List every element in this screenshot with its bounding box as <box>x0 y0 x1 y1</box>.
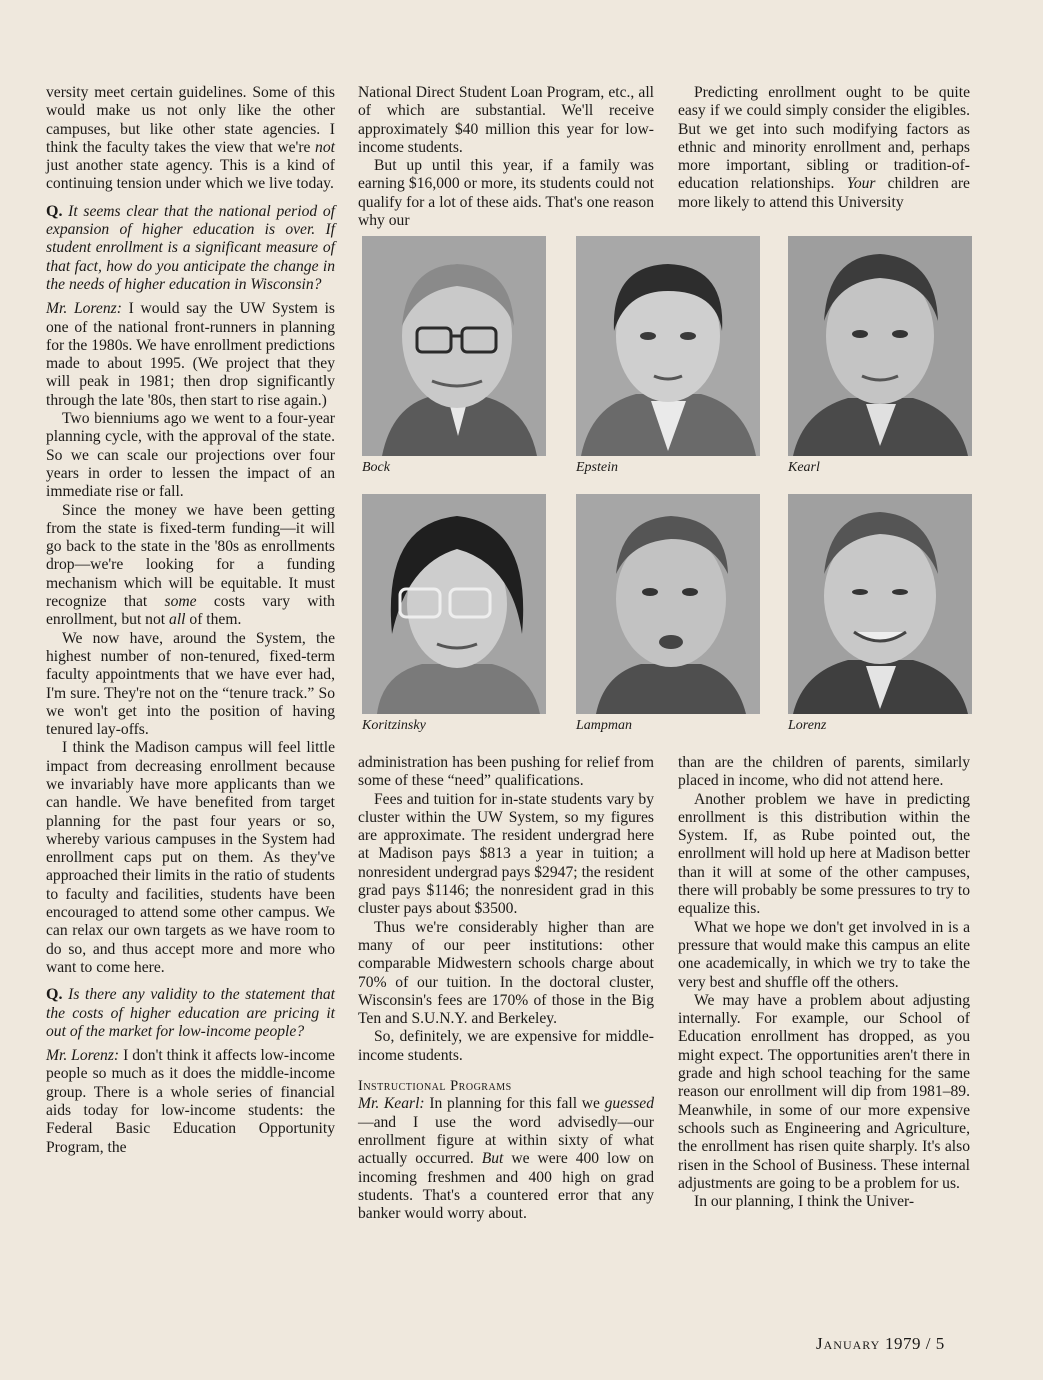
paragraph: In our planning, I think the Univer- <box>694 1193 915 1211</box>
question-label: Q. <box>46 986 63 1004</box>
text: just another state agency. This is a kind of continuing tension under which we live today. <box>46 157 335 193</box>
question-2 <box>46 986 335 1041</box>
text: Predicting enrollment ought to be quite easy if we could simply consider the eligibles. But we get into such modifying factors as ethnic and minority enrollment and, perhaps more important, sibling or tradition-of-education relationships. <box>678 84 970 193</box>
column-3-top <box>678 84 970 212</box>
column-1 <box>46 84 335 1157</box>
paragraph: Two bienniums ago we went to a four-year planning cycle, with the approval of the state. So we can scale our projections over four years in order to lessen the impact of an immediate rise or fall. <box>46 410 335 501</box>
text: versity meet certain guidelines. Some of this would make us not only like the other campuses, but like other state agencies. I think the faculty takes the view that we're <box>46 84 335 156</box>
answer-text: I don't think it affects low-income people so much as it does the middle-income group. There is a whole series of financial aids today for low-income students: the Federal Basic Education Opportunity Program, the <box>46 1047 335 1156</box>
paragraph: Thus we're considerably higher than are many of our peer institutions: other comparable Midwestern schools charge about 70% of our tuition. In the doctoral cluster, Wisconsin's fees are 170% of those in the Big Ten and S.U.N.Y. and Berkeley. <box>358 918 654 1028</box>
answer-1 <box>46 300 335 410</box>
paragraph: Another problem we have in predicting enrollment is this distribution within the System. If, as Rube pointed out, the enrollment will hold up here at Madison better than it will at some of the other campuses, there will probably be some pressures to try to equalize this. <box>678 790 970 918</box>
answer-text: I would say the UW System is one of the national front-runners in planning for the 1980s. We have enrollment predictions made to about 1995. (We project that they will peak in 1981; then drop significantly through the late '80s, then start to rise again.) <box>46 300 335 409</box>
footer-page-number: 1979 / 5 <box>885 1334 945 1353</box>
portrait-photo-lampman <box>576 494 760 714</box>
question-label: Q. <box>46 202 63 220</box>
paragraph: National Direct Student Loan Program, etc., all of which are substantial. We'll receive approximately $40 million this year for low-income students. <box>358 84 654 156</box>
text: we were 400 low on incoming freshmen and 400 high on grad students. That's a countered error that any banker would worry about. <box>358 1150 654 1223</box>
page-footer <box>816 1334 945 1354</box>
paragraph: But up until this year, if a family was earning $16,000 or more, its students could not qualify for a lot of these aids. That's one reason why our <box>358 157 654 230</box>
text: costs vary with enrollment, but not <box>46 593 335 629</box>
emphasis: Your <box>846 175 876 193</box>
paragraph: Fees and tuition for in-state students vary by cluster within the UW System, so my figures are approximate. The resident undergrad here at Madison pays $813 a year in tuition; a nonresident undergrad pays $2947; the resident grad pays $1146; the nonresident grad in this cluster pays about $3500. <box>358 790 654 918</box>
text: of them. <box>189 611 242 629</box>
paragraph <box>678 84 970 212</box>
text: children are more likely to attend this University <box>678 175 970 211</box>
text: Since the money we have been getting from the state is fixed-term funding—it will go back to the state in the '80s as enrollments drop—we're looking for a funding mechanism which will be equitable. It must recognize that <box>46 501 335 611</box>
section-heading: Instructional Programs <box>358 1078 512 1095</box>
portrait-photo-bock <box>362 236 546 456</box>
photo-caption: Koritzinsky <box>362 718 426 733</box>
text: In planning for this fall we <box>429 1095 600 1113</box>
photo-caption: Lorenz <box>788 718 827 733</box>
portrait-photo-lorenz <box>788 494 972 714</box>
speaker-name: Mr. Kearl: <box>358 1095 425 1113</box>
paragraph: We may have a problem about adjusting internally. For example, our School of Education enrollment has dropped, as you might expect. The opportunities aren't there in grade and high school teaching for the same reason our enrollment will dip from 1981–89. Meanwhile, in some of our more expensive schools such as Engineering and Agriculture, the enrollment has risen quite sharply. It's also risen in the School of Business. These internal adjustments are going to be a problem for us. <box>678 991 970 1192</box>
footer-month: January <box>816 1334 881 1353</box>
text: —and I use the word advisedly—our enrollment figure at within sixty of what actually occurred. <box>358 1113 654 1168</box>
photo-caption: Lampman <box>576 718 633 733</box>
paragraph: So, definitely, we are expensive for middle-income students. <box>358 1028 654 1064</box>
answer-2 <box>46 1047 335 1157</box>
paragraph <box>46 84 335 194</box>
portrait-photo-epstein <box>576 236 760 456</box>
paragraph: What we hope we don't get involved in is a pressure that would make this campus an elite one academically, in which we try to take the very best and shuffle off the others. <box>678 918 970 991</box>
photo-caption: Bock <box>362 460 390 475</box>
speaker-name: Mr. Lorenz: <box>46 1047 120 1065</box>
emphasis: not <box>315 138 335 156</box>
emphasis: all <box>169 611 186 629</box>
paragraph: than are the children of parents, similarly placed in income, who did not attend here. <box>678 754 970 790</box>
emphasis: guessed <box>604 1095 654 1113</box>
paragraph: I think the Madison campus will feel little impact from decreasing enrollment because we invariably have more applicants than we can handle. We have benefited from target planning for the past four years or so, whereby various campuses in the System had enrollment caps put on them. As they've approached their limits in the ratio of students to faculty and facilities, students have been encouraged to attend some other campus. We can relax our own targets as we have room to do so, and thus accept more and more who want to come here. <box>46 739 335 976</box>
column-2-top <box>358 84 654 230</box>
question-1 <box>46 203 335 294</box>
portrait-photo-kearl <box>788 236 972 456</box>
answer-kearl <box>358 1095 654 1223</box>
portrait-photo-koritzinsky <box>362 494 546 714</box>
paragraph: administration has been pushing for relief from some of these “need” qualifications. <box>358 754 654 790</box>
photo-caption: Kearl <box>788 460 820 475</box>
speaker-name: Mr. Lorenz: <box>46 300 122 318</box>
emphasis: some <box>164 593 197 611</box>
paragraph: We now have, around the System, the highest number of non-tenured, fixed-term faculty appointments that we have ever had, I'm sure. They're not on the “tenure track.” So we won't get into the position of having tenured lay-offs. <box>46 629 335 739</box>
question-text: It seems clear that the national period of expansion of higher education is over. If student enrollment is a significant measure of that fact, how do you anticipate the change in the needs of higher education in Wisconsin? <box>46 202 335 293</box>
paragraph <box>46 502 335 630</box>
column-2-bottom <box>358 754 654 1223</box>
emphasis: But <box>481 1150 504 1168</box>
photo-caption: Epstein <box>576 460 618 475</box>
column-3-bottom <box>678 754 970 1211</box>
question-text: Is there any validity to the statement that the costs of higher education are pricing it out of the market for low-income people? <box>46 986 335 1040</box>
